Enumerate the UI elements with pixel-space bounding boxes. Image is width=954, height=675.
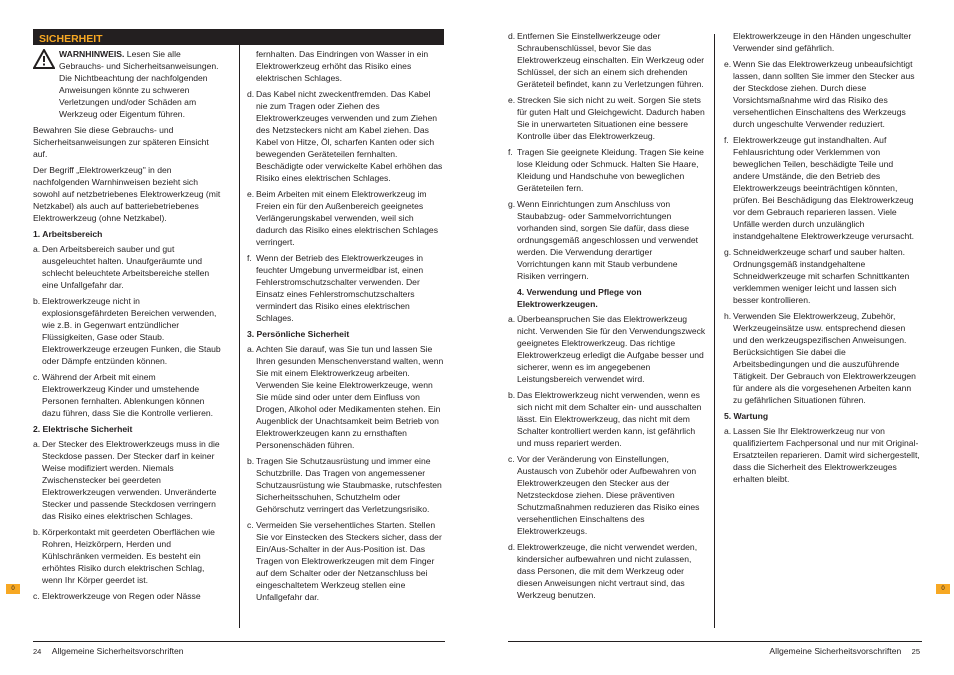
right-column-2 <box>724 30 922 489</box>
item-text: Elektrowerkzeuge gut instandhalten. Auf Fehlausrichtung oder Verklemmen von beweglichen Teilen, beschädigte Teile und andere Umstände, die den Betrieb des Elektrowerkzeugs beeinträchtigen könnten, prüfen. Bei Beschädigung das Elektrowerkzeug vor dem Gebrauch reparieren lassen. Viele Unfälle werden durch unzulänglich instandgehaltene Elektrowerkzeuge verursacht. <box>733 135 915 241</box>
item-letter: b. <box>33 527 41 537</box>
list-item <box>247 252 444 324</box>
item-text: Beim Arbeiten mit einem Elektrowerkzeug im Freien ein für den Außenbereich geeignetes Verlängerungskabel verwenden, weil sich dadurch das Risiko eines elektrischen Schlages verringert. <box>256 189 439 247</box>
item-text: Das Elektrowerkzeug nicht verwenden, wenn es sich nicht mit dem Schalter ein- und ausschalten lässt. Ein Elektrowerkzeug, das nicht mit dem Schalter kontrolliert werden kann, ist gefährlich und muss repariert werden. <box>517 390 702 448</box>
warning-triangle-icon <box>33 49 55 69</box>
item-letter: d. <box>508 542 516 552</box>
list-item <box>247 188 444 248</box>
item-letter: b. <box>33 296 41 306</box>
footer-text: Allgemeine Sicherheitsvorschriften <box>51 646 184 656</box>
item-text: Vor der Veränderung von Einstellungen, Austausch von Zubehör oder Aufbewahren von Elektrowerkzeugen den Stecker aus der Netzsteckdose ziehen. Diese präventiven Schutzmaßnahmen reduzieren das Risiko eines versehentlichen Einschaltens des Elektrowerkzeugs. <box>517 454 700 536</box>
list-item <box>33 243 221 291</box>
warning-paragraph <box>59 48 221 120</box>
item-letter: d. <box>508 31 516 41</box>
list-item <box>508 198 706 282</box>
footer <box>769 645 920 658</box>
term-definition: Der Begriff „Elektrowerkzeug" in den nachfolgenden Warnhinweisen bezieht sich sowohl auf netzbetriebenes Elektrowerkzeug (mit Netzkabel) als auch auf batteriebetriebenes Elektrowerkzeug (ohne Netzkabel). <box>33 165 221 223</box>
left-column-2 <box>247 48 444 607</box>
item-letter: h. <box>724 311 732 321</box>
item-letter: e. <box>508 95 516 105</box>
list-item <box>247 343 444 451</box>
item-letter: a. <box>33 439 41 449</box>
heading-work-area: 1. Arbeitsbereich <box>33 229 103 239</box>
heading-electrical-safety: 2. Elektrische Sicherheit <box>33 424 133 434</box>
item-letter: c. <box>247 520 254 530</box>
item-text: Vermeiden Sie versehentliches Starten. Stellen Sie vor Einstecken des Steckers sicher, dass der Ein/Aus-Schalter in der Aus-Position ist. Das Tragen von Elektrowerkzeugen mit dem Finger auf dem Schalter oder der Netzanschluss bei eingeschaltetem Werkzeug stellen eine Unfallgefahr dar. <box>256 520 442 602</box>
item-text: Elektrowerkzeuge, die nicht verwendet werden, kindersicher aufbewahren und nicht zulassen, dass Personen, die mit dem Werkzeug oder diesen Anweisungen nicht vertraut sind, das Werkzeug benutzen. <box>517 542 698 600</box>
list-item <box>33 438 221 522</box>
keep-instructions: Bewahren Sie diese Gebrauchs- und Sicherheitsanweisungen zur späteren Einsicht auf. <box>33 125 209 159</box>
item-text: Achten Sie darauf, was Sie tun und lassen Sie Ihren gesunden Menschenverstand walten, wenn Sie mit einem Elektrowerkzeug arbeiten. Verwenden Sie keine Elektrowerkzeuge, wenn Sie müde sind oder unter dem Einfluss von Drogen, Alkohol oder Medikamenten stehen. Ein Augenblick der Unachtsamkeit beim Betrieb von Elektrowerkzeugen kann zu ernsthaften Personenschäden führen. <box>256 344 444 450</box>
warning-title: WARNHINWEIS. <box>59 49 125 59</box>
item-letter: f. <box>247 253 252 263</box>
item-letter: c. <box>33 591 40 601</box>
list-item <box>247 88 444 184</box>
list-item <box>508 541 706 601</box>
item-text: Elektrowerkzeuge von Regen oder Nässe <box>42 591 201 601</box>
footer <box>33 645 184 658</box>
item-text: Wenn Einrichtungen zum Anschluss von Staubabzug- oder Sammelvorrichtungen vorhanden sind, sorgen Sie dafür, dass diese ordnungsgemäß angeschlossen und verwendet werden. Die Verwendung derartiger Vorrichtungen kann mit Staub verbundene Risiken verringern. <box>517 199 699 281</box>
item-text: Während der Arbeit mit einem Elektrowerkzeug Kinder und umstehende Personen fernhalten. Ablenkungen können dazu führen, dass Sie die Kontrolle verlieren. <box>42 372 214 418</box>
item-text: Wenn Sie das Elektrowerkzeug unbeaufsichtigt lassen, dann sollten Sie immer den Stecker aus der Steckdose ziehen. Durch diese Vorsichtsmaßnahme wird das Risiko des versehentlichen Einschaltens des Werkzeugs durch ungeschulte Verwender reduziert. <box>733 59 915 129</box>
list-item <box>33 590 221 602</box>
item-letter: d. <box>247 89 255 99</box>
footer-text: Allgemeine Sicherheitsvorschriften <box>769 646 902 656</box>
item-text: Überbeanspruchen Sie das Elektrowerkzeug nicht. Verwenden Sie für den Verwendungszweck geeignetes Elektrowerkzeug. Das richtige Elektrowerkzeug erledigt die Aufgabe besser und sicherer, wenn es im angegebenen Leistungsbereich verwendet wird. <box>517 314 706 384</box>
item-text: Wenn der Betrieb des Elektrowerkzeuges in feuchter Umgebung unvermeidbar ist, einen Fehlerstromschutzschalter verwenden. Der Einsatz eines Fehlerstromschutzschalters vermindert das Risiko eines elektrischen Schlages. <box>256 253 424 323</box>
list-item <box>33 295 221 367</box>
item-letter: f. <box>508 147 513 157</box>
right-page <box>477 0 954 675</box>
list-item-continued <box>724 30 922 54</box>
page-tab: 0 <box>6 584 20 594</box>
left-column-1 <box>33 48 221 606</box>
heading-service: 5. Wartung <box>724 411 769 421</box>
item-text: Schneidwerkzeuge scharf und sauber halten. Ordnungsgemäß instandgehaltene Schneidwerkzeuge mit scharfen Schnittkanten verklemmen weniger leicht und lassen sich besser kontrollieren. <box>733 247 910 305</box>
list-item <box>724 58 922 130</box>
item-text: Körperkontakt mit geerdeten Oberflächen wie Rohren, Heizkörpern, Herden und Kühlschränken vermeiden. Es besteht ein erhöhtes Risiko durch elektrischen Schlag, wenn Ihr Körper geerdet ist. <box>42 527 215 585</box>
page-number: 25 <box>911 647 920 656</box>
list-item <box>724 134 922 242</box>
list-item <box>508 313 706 385</box>
list-item <box>508 389 706 449</box>
page-number: 24 <box>33 647 42 656</box>
item-text: Der Stecker des Elektrowerkzeugs muss in die Steckdose passen. Der Stecker darf in keiner Weise modifiziert werden. Niemals Zwischenstecker bei geerdeten Elektrowerkzeugen verwenden. Unveränderte Stecker und passende Steckdosen verringern das Risiko eines elektrischen Schlages. <box>42 439 220 521</box>
heading-personal-safety: 3. Persönliche Sicherheit <box>247 329 350 339</box>
list-item <box>33 371 221 419</box>
item-letter: a. <box>724 426 732 436</box>
list-item <box>724 310 922 406</box>
item-text: Verwenden Sie Elektrowerkzeug, Zubehör, Werkzeugeinsätze usw. entsprechend diesen und den werkzeugspezifischen Anweisungen. Berücksichtigen Sie dabei die Arbeitsbedingungen und die auszuführende Tätigkeit. Der Gebrauch von Elektrowerkzeugen für andere als die vorgesehenen Arbeiten kann zu gefährlichen Situationen führen. <box>733 311 916 405</box>
list-item <box>508 94 706 142</box>
warning-block <box>33 48 221 124</box>
list-item <box>508 146 706 194</box>
right-column-1 <box>508 30 706 605</box>
column-divider <box>714 34 715 628</box>
item-text: Den Arbeitsbereich sauber und gut ausgeleuchtet halten. Unaufgeräumte und schlecht beleuchtete Arbeitsbereiche stellen eine Unfallgefahr dar. <box>42 244 210 290</box>
item-text: Elektrowerkzeuge in den Händen ungeschulter Verwender sind gefährlich. <box>733 31 912 53</box>
section-title: SICHERHEIT <box>39 33 103 45</box>
item-text: Strecken Sie sich nicht zu weit. Sorgen Sie stets für guten Halt und Gleichgewicht. Dadurch haben Sie in unerwarteten Situationen eine bessere Kontrolle über das Elektrowerkzeug. <box>517 95 705 141</box>
item-text: Tragen Sie geeignete Kleidung. Tragen Sie keine lose Kleidung oder Schmuck. Halten Sie Haare, Kleidung und Handschuhe von beweglichen Geräteteilen fern. <box>517 147 704 193</box>
list-item <box>33 526 221 586</box>
footer-rule <box>33 641 445 642</box>
warning-text: Lesen Sie alle Gebrauchs- und Sicherheitsanweisungen. Die Nichtbeachtung der nachfolgenden Anweisungen könnte zu schweren Verletzungen und/oder Schäden am Werkzeug oder Eigentum führen. <box>59 49 219 119</box>
item-letter: b. <box>247 456 255 466</box>
list-item <box>724 425 922 485</box>
list-item <box>508 30 706 90</box>
item-text: Das Kabel nicht zweckentfremden. Das Kabel nie zum Tragen oder Ziehen des Elektrowerkzeuges verwenden und zum Ziehen des Netzsteckers nicht am Kabel ziehen. Das Kabel von Hitze, Öl, scharfen Kanten oder sich bewegenden Geräteteilen fernhalten. Beschädigte oder verwickelte Kabel erhöhen das Risiko eines elektrischen Schlages. <box>256 89 443 183</box>
list-item-continued <box>247 48 444 84</box>
item-letter: g. <box>724 247 732 257</box>
item-text: Elektrowerkzeuge nicht in explosionsgefährdeten Bereichen verwenden, wie z.B. in Gegenwart entzündlicher Flüssigkeiten, Gase oder Staub. Elektrowerkzeuge erzeugen Funken, die Staub oder Dämpfe entzünden können. <box>42 296 221 366</box>
item-text: Lassen Sie Ihr Elektrowerkzeug nur von qualifiziertem Fachpersonal und nur mit Original-Ersatzteilen reparieren. Damit wird sichergestellt, dass die Sicherheit des Elektrowerkzeuges erhalten bleibt. <box>733 426 920 484</box>
heading-use-and-care: 4. Verwendung und Pflege von Elektrowerkzeugen. <box>517 287 642 309</box>
list-item <box>508 453 706 537</box>
list-item <box>247 455 444 515</box>
item-letter: a. <box>247 344 255 354</box>
item-letter: e. <box>724 59 732 69</box>
item-letter: a. <box>508 314 516 324</box>
item-letter: c. <box>33 372 40 382</box>
item-letter: e. <box>247 189 255 199</box>
page-tab: 0 <box>936 584 950 594</box>
item-text: Tragen Sie Schutzausrüstung und immer eine Schutzbrille. Das Tragen von angemessener Schutzausrüstung wie Staubmaske, rutschfesten Sicherheitsschuhen, Schutzhelm oder Gehörschutz verringert das Verletzungsrisiko. <box>256 456 442 514</box>
footer-rule <box>508 641 922 642</box>
item-text: Entfernen Sie Einstellwerkzeuge oder Schraubenschlüssel, bevor Sie das Elektrowerkzeug einschalten. Ein Werkzeug oder Schlüssel, der sich an einem sich drehenden Geräteteil befindet, kann zu Verletzungen führen. <box>517 31 705 89</box>
item-text: fernhalten. Das Eindringen von Wasser in ein Elektrowerkzeug erhöht das Risiko eines elektrischen Schlages. <box>256 49 429 83</box>
list-item <box>724 246 922 306</box>
item-letter: c. <box>508 454 515 464</box>
list-item <box>247 519 444 603</box>
item-letter: g. <box>508 199 516 209</box>
item-letter: a. <box>33 244 41 254</box>
item-letter: b. <box>508 390 516 400</box>
column-divider <box>239 34 240 628</box>
item-letter: f. <box>724 135 729 145</box>
